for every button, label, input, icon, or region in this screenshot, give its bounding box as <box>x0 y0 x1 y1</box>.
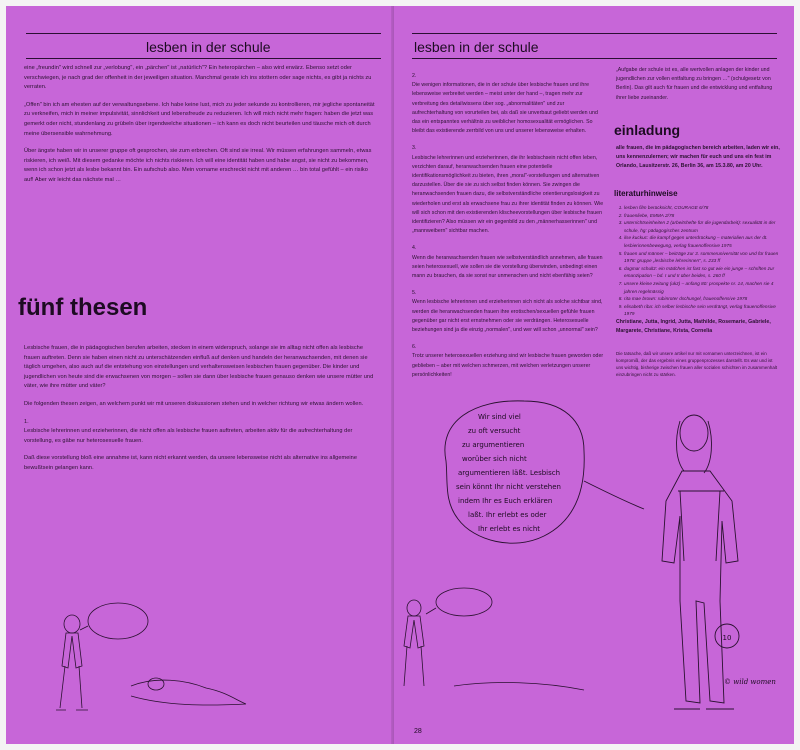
these-text: Wenn die heranwachsenden frauen wie selbstverständlich annehmen, alle frauen seien heterosexuell, wie sollen sie die vorstellung überwinden, unbedingt einen mann zu brauchen, da sie sonst nur unmenschen und nicht ebenfähig seien? <box>412 254 603 280</box>
author-names: Christiane, Jutta, Ingrid, Jutta, Mathilde, Rosemarie, Gabriele, Margarete, Christiane, Krista, Cornelia <box>616 319 771 334</box>
these-number: 4. <box>412 245 417 252</box>
left-intro-column <box>24 64 376 194</box>
lying-women-drawing <box>36 596 276 726</box>
right-side-column <box>616 66 781 111</box>
header-underline <box>26 58 381 59</box>
school-law-quote: „Aufgabe der schule ist es, alle wertvollen anlagen der kinder und jugendlichen zur vollen entfaltung zu bringen …" (schulgesetz von Berlin). Das gilt auch für frauen und die entwicklung und entfaltung ihrer liebe zueinander. <box>616 67 773 101</box>
speech-bubble-text <box>456 413 561 533</box>
these-text: Lesbische lehrerinnen und erzieherinnen, die ihr lesbischsein nicht offen leben, verzichten darauf, heranwachsenden frauen eine potentielle identifikationsmöglichkeit zu bieten, ihren „moral"-vorstellungen und alternativen darzustellen. Über die sie zu sich selbst finden können. Sie zwingen die heranwachsenden frauen dazu, die selbstverständliche orientierungslosigkeit zu wiederholen und erst als erwachsene frau zu ihrer identität finden zu können. Wie will sich schon mit den existierenden klischeevorstellungen über lesbische frauen identifizieren? Also müssen wir ein gegenbild zu den „männerhasserinnen" und „mannweibern" sichtbar machen. <box>412 154 604 235</box>
theses-column <box>412 66 605 388</box>
thesen-note: Die folgenden thesen zeigen, an welchem punkt wir mit unseren diskussionen stehen und in welcher richtung wir etwas ändern wollen. <box>24 400 364 407</box>
literatur-item: 7. unsere kleine zeitung (ukz) – anfang 80: prospekte nr. 14, machen sie 4 jahren regelmässig <box>624 280 781 295</box>
circled-number <box>712 621 742 651</box>
einladung-title: einladung <box>614 122 681 138</box>
these-text: Wenn lesbische lehrerinnen und erzieherinnen sich nicht als solche sichtbar sind, werden die heranwachsenden frauen ihre erotischen/sexuellen gefühle frauen gegenüber gar nicht erst ernstnehmen oder sie verdrängen. Heterosexuelle beziehungen sind ja die einzig „normalen", und wer will schon „unnormal" sein? <box>412 299 603 334</box>
small-note: Die tatsache, daß wir unsere artikel nur mit vornamen unterzeichnen, ist ein kompromiß, der das ergebnis eines gruppenprozesses darstellt. Es war und ist uns wichtig, bisherige zwischen frauen aller sozialen schichten im zusammenhalt einzubringen nicht zu stärken. <box>616 351 778 377</box>
bubble-line: zu oft versucht <box>468 427 521 435</box>
bubble-line: laßt. Ihr erlebt es oder <box>468 511 547 519</box>
einladung-text: alle frauen, die im pädagogischen bereich arbeiten, laden wir ein, uns kennenzulernen; wir machen für euch und uns ein fest im Orlando, Lausitzerstr. 26, Berlin 36, am 15.3.80, am 20 Uhr. <box>616 145 780 169</box>
literatur-item: 6. dagmar schultz: ein mädchen ist fast so gut wie ein junge – schriften zur emanzipation – bd. I und II über beides, s. 260 ff <box>624 265 781 280</box>
copyright-note: © wild women <box>724 678 776 686</box>
these-text: Daß diese vorstellung bloß eine annahme ist, kann nicht erkannt werden, da unsere lebensweise nicht als alternative ins allgemeine bewußtsein gelangen kann. <box>24 455 357 471</box>
small-figure-drawing <box>394 586 594 716</box>
header-rule <box>412 33 777 34</box>
literatur-list <box>616 204 781 318</box>
header-underline <box>412 58 777 59</box>
these-number: 5. <box>412 290 417 297</box>
bubble-line: indem Ihr es Euch erklären <box>458 497 553 505</box>
left-page-header: lesben in der schule <box>146 39 271 55</box>
literatur-item: 3. unterrichtseinheiten 2 (arbeitshefte für die jugendarbeit): sexualität in der schule, hg: pädagogisches zentrum <box>624 219 781 234</box>
these-number: 6. <box>412 344 417 351</box>
page-number: 28 <box>414 728 422 735</box>
right-page-header: lesben in der schule <box>414 39 539 55</box>
bubble-line: worüber sich nicht <box>462 455 527 463</box>
bubble-line: Wir sind viel <box>478 413 521 421</box>
bubble-line: sein könnt Ihr nicht verstehen <box>456 483 561 491</box>
literatur-item: 4. ilse kuckuc: die kampf gegen unterdrückung – materialien aus der dt. lesbierinnenbewegung, verlag frauenoffensive 1975 <box>624 234 781 249</box>
literatur-item: 8. rita mae brown: rubinroter dschungel, frauenoffensive 1978 <box>624 295 781 303</box>
literatur-item: 1. lesben film berücksicht, COURAGE 6/78 <box>624 204 781 212</box>
literatur-item: 9. elisabeth riba: ich selber lesbische sein verdrängt, verlag frauenoffensive 1979 <box>624 303 781 318</box>
bubble-line: argumentieren läßt. Lesbisch <box>458 469 561 477</box>
thesen-intro: Lesbische frauen, die in pädagogischen berufen arbeiten, stecken in einem widerspruch, solange sie im alltag nicht offen als lesbische frauen auftreten. Denn sie haben einen nicht zu unterschätzenden einfluß auf denken und handeln der heranwachsenden, mit denen sie täglich umgehen, also auch auf die entstehung von einstellungen und verhaltensweisen lesbischen frauen gegenüber. Die kinder und jugendlichen von heute sind die erwachsenen von morgen – sollen sie dann über lesbische frauen genauso denken wie unsere mütter und väter, wie ihre mütter und väter? <box>24 345 374 390</box>
literatur-title: literaturhinweise <box>614 189 678 198</box>
intro-paragraph: Über ängste haben wir in unserer gruppe oft gesprochen, sie zum erbrechen. Oft sind sie irreal. Wir müssen erfahrungen sammeln, etwas riskieren, ich weiß. Mit diesem gedanke möchte ich nichts riskieren. Ich will eine identität haben und habe angst, sie nicht zu bekommen, wenn ich schon jetzt als lesbe bekannt bin. Ein aufschub also. Mein vorname erschreckt nicht mit anderen … bin total gefühlt – ein risiko auf! Aber wir leicht das nächste mal … <box>24 148 372 183</box>
literatur-item: 5. frauen und männer – beiträge zur 3. sommeruniversität von und für frauen 1978: gruppe „lesbische lehrerinnen", s. 233 ff <box>624 250 781 265</box>
bubble-line: zu argumentieren <box>462 441 525 449</box>
these-number: 3. <box>412 145 417 152</box>
these-text: Lesbische lehrerinnen und erzieherinnen, die nicht offen als lesbische frauen auftreten, arbeiten aktiv für die aufrechterhaltung der vorstellung, es gäbe nur heterosexuelle frauen. <box>24 428 353 444</box>
these-number: 2. <box>412 73 417 79</box>
literatur-item: 2. frauenliebe, EMMA 2/78 <box>624 212 781 220</box>
section-title: fünf thesen <box>18 294 148 321</box>
intro-paragraph: „Offen" bin ich am ehesten auf der verwaltungsebene. Ich habe keine lust, mich zu jeder sekunde zu kontrollieren, mir jegliche spontaneität zu verkneifen, mich in meiner impulsivität, sinnlichkeit und lebensfreude zu reduzieren. Ich will mich nicht mehr fragen: haben die jetzt was gemerkt oder nicht, stundenlang zu grübeln über irgendwelche situationen – ich kann es doch nicht beurteilen und täusche mich oft durch meine übersensible wahrnehmung. <box>24 101 375 137</box>
these-number: 1. <box>24 418 29 425</box>
right-page <box>394 6 794 744</box>
thesen-column <box>24 344 376 482</box>
these-text: Trotz unserer heterosexuellen erziehung sind wir lesbische frauen geworden oder geblieben – aber mit welchen schmerzen, mit welchen verletzungen unserer persönlichkeiten! <box>412 353 604 378</box>
these-text: Die wenigen informationen, die in der schule über lesbische frauen und ihre lebensweise verbreitet werden – meist unter der hand –, tragen mehr zur verbreitung des detailwissens über sog. „abnormalitäten" und zur aufrechterhaltung von vorurteilen bei, als daß sie unverbaut geliebt werden und das ein entspanntes verhältnis zu weiblicher homosexualität ermöglichen. So bleibt das existierende zerrbild von uns und unserer lebensweise erhalten. <box>412 82 598 135</box>
left-page <box>6 6 394 744</box>
bubble-line: Ihr erlebt es nicht <box>478 525 541 533</box>
circled-number-text: 10 <box>722 634 732 642</box>
header-rule <box>26 33 381 34</box>
intro-paragraph: eine „freundin" wird schnell zur „verlobung", ein „pärchen" ist „natürlich"? Ein heteropärchen – also wird erwärz. Ebenso setzt oder verschwiegen, je nach grad der offenheit in der jeweiligen situation. Manchmal gerate ich ins stottern oder sage nichts, es gibt ja nichts zu verraten. <box>24 65 372 91</box>
